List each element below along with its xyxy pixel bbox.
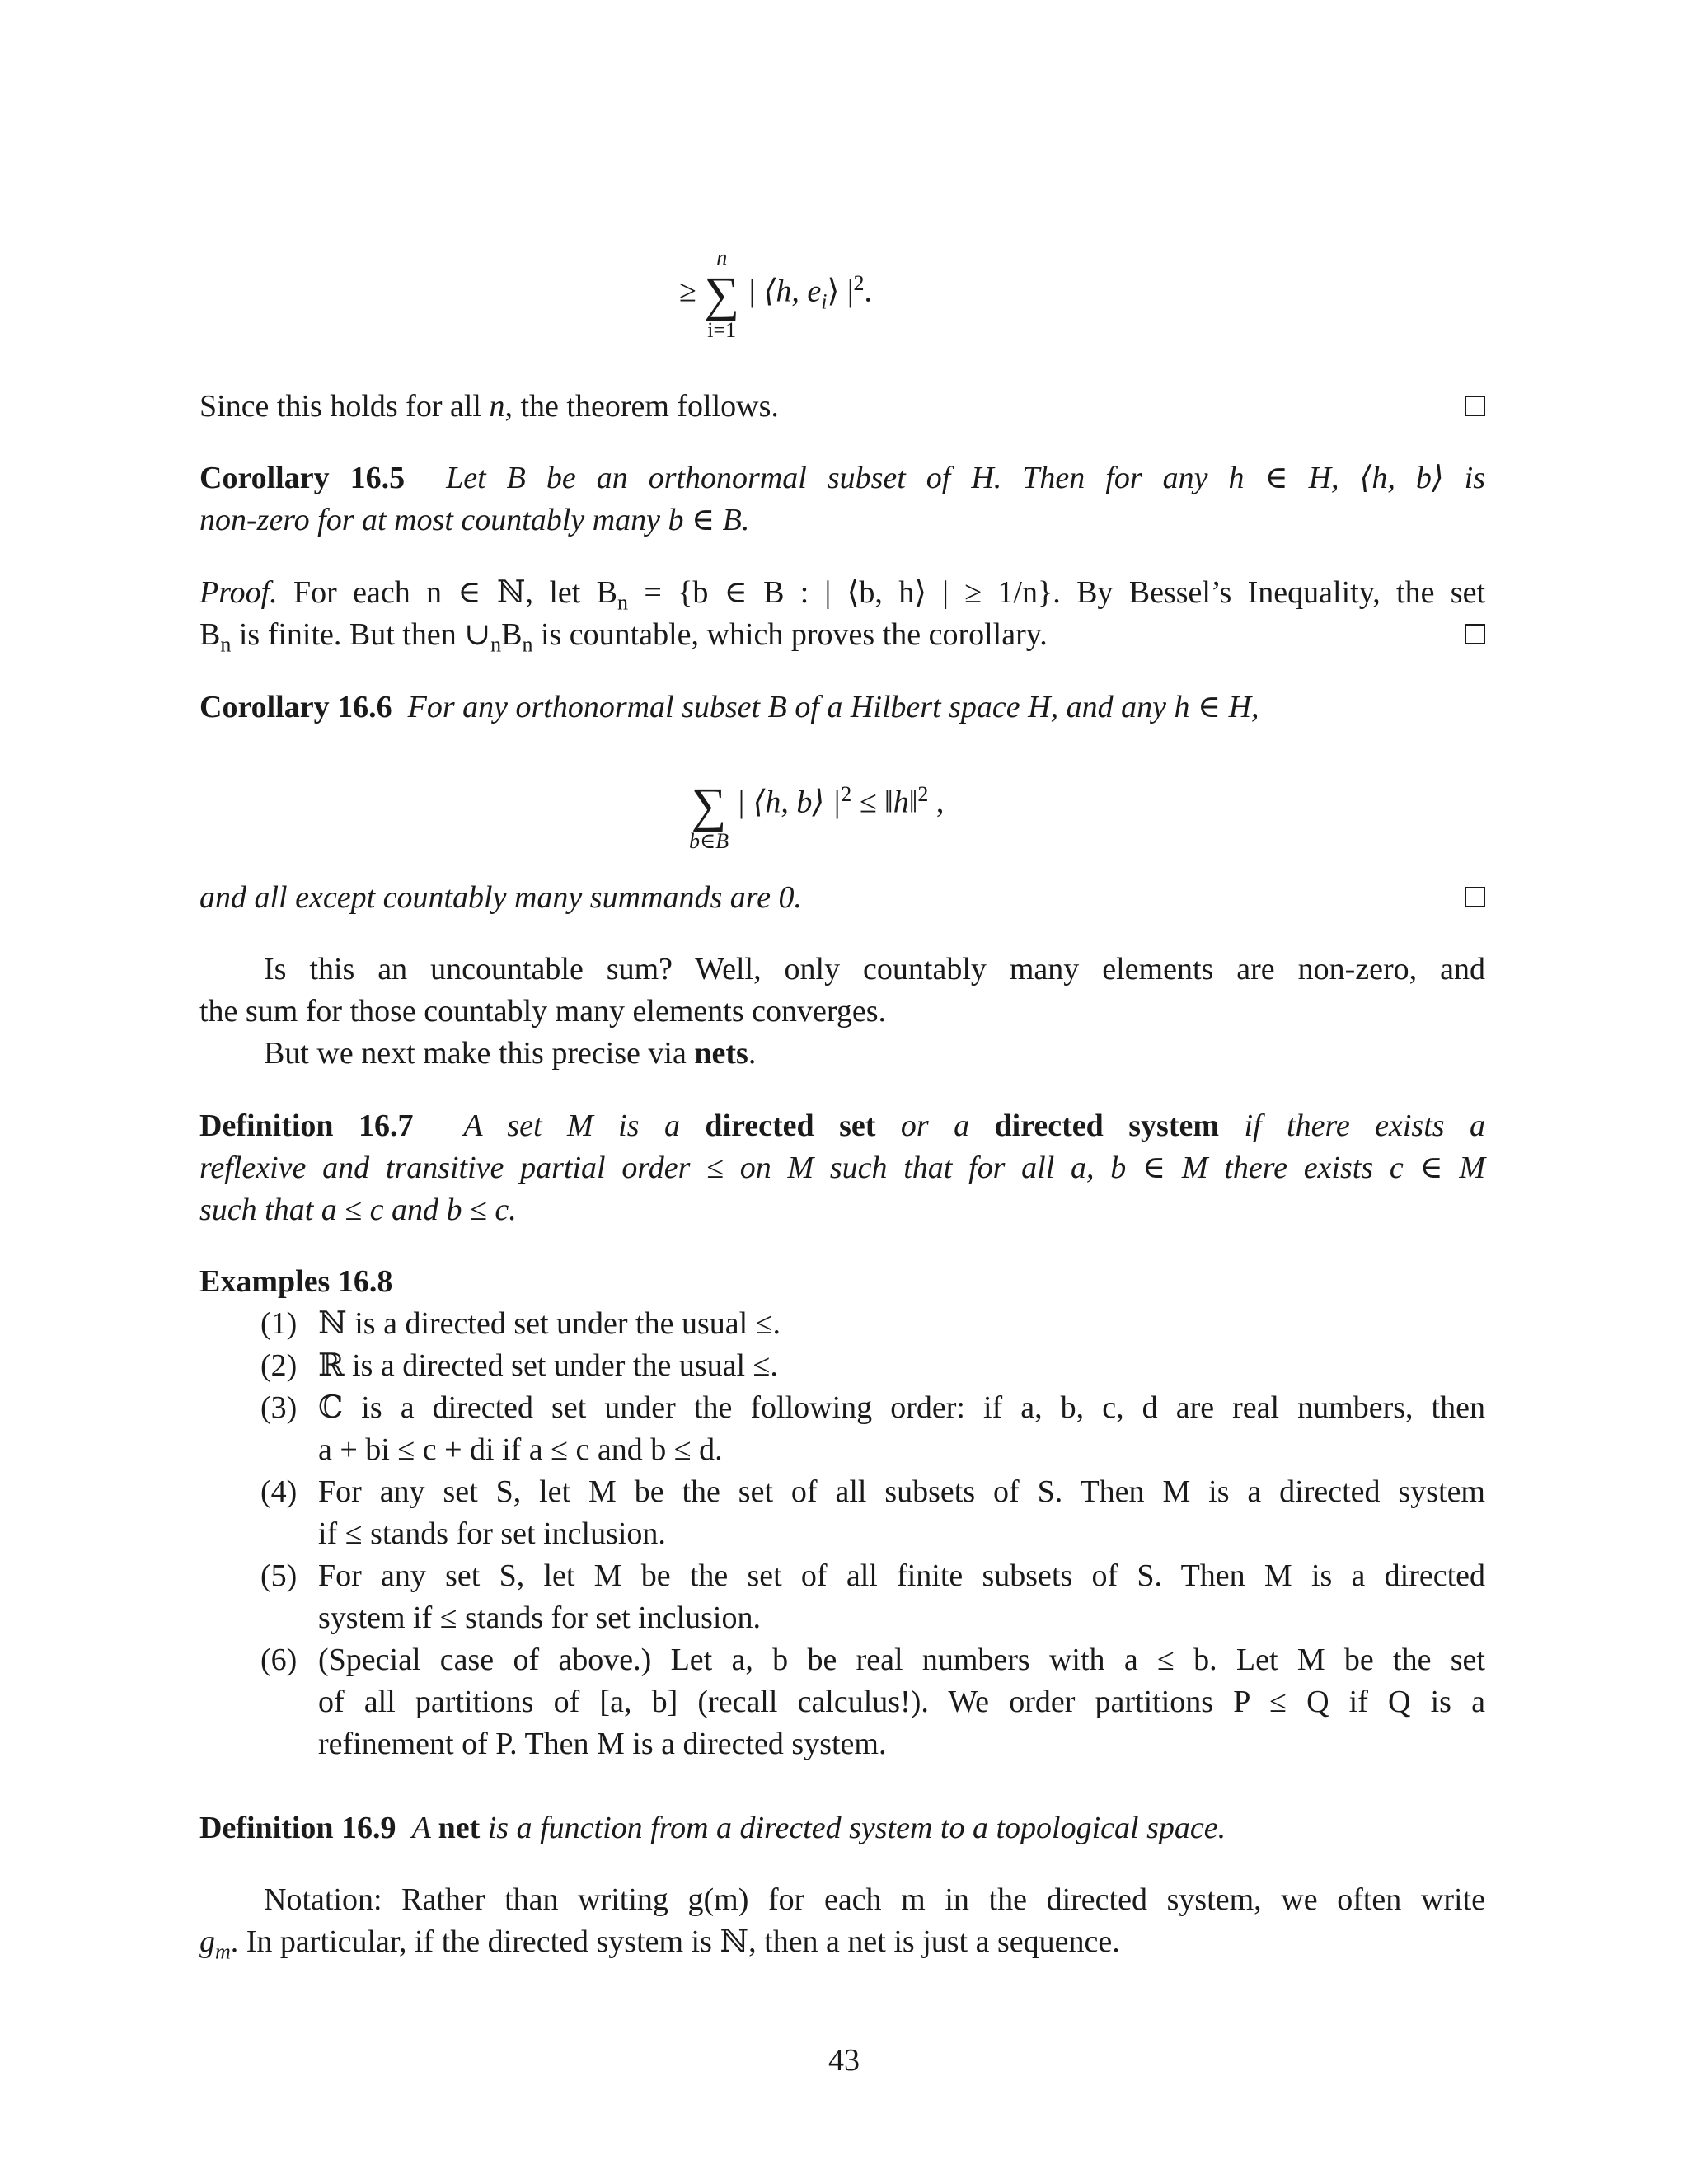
list-item-line: of all partitions of [a, b] (recall calculus!). We order partitions P ≤ Q if Q is a (318, 1685, 1485, 1719)
para2-bold: nets (694, 1036, 748, 1071)
list-item (199, 1471, 1485, 1555)
list-item-line: For any set S, let M be the set of all subsets of S. Then M is a directed system (318, 1474, 1485, 1509)
list-item-number: (4) (260, 1474, 298, 1509)
list-item-line: if ≤ stands for set inclusion. (318, 1516, 666, 1551)
proof-l2-sub3: n (522, 632, 533, 657)
eq-mid: ≤ ‖h‖ (851, 785, 918, 820)
def-l1a: A set M is a (463, 1108, 706, 1143)
summation (704, 247, 739, 341)
proof-label: Proof. (199, 575, 278, 610)
since-var: n (489, 389, 505, 424)
corollary-16-6-after (199, 877, 1485, 919)
top-equation (679, 247, 1009, 341)
examples-label: Examples 16.8 (199, 1264, 393, 1299)
proof-line1-rest: = {b ∈ B : | ⟨b, h⟩ | ≥ 1/n}. By Bessel’s Inequality, the set (628, 575, 1486, 610)
eq-end: . (864, 274, 872, 309)
definition-16-7 (199, 1105, 1485, 1231)
list-item-number: (2) (260, 1348, 298, 1383)
list-item (199, 1639, 1485, 1765)
definition-16-9 (199, 1807, 1485, 1849)
def169-a: A (411, 1811, 438, 1845)
examples-list (199, 1303, 1485, 1765)
geq-symbol: ≥ (679, 274, 696, 309)
qed-box-icon (1465, 887, 1485, 907)
proof (199, 572, 1485, 656)
notation-sub: m (215, 1939, 231, 1964)
qed-box-icon (1465, 624, 1485, 644)
list-item (199, 1303, 1485, 1345)
corollary-after-text: and all except countably many summands are 0. (199, 880, 802, 915)
paragraph-uncountable (199, 949, 1485, 1075)
sigma-icon: ∑ (704, 267, 740, 321)
list-item-line: (Special case of above.) Let a, b be real numbers with a ≤ b. Let M be the set (318, 1643, 1485, 1677)
list-item-number: (1) (260, 1306, 298, 1341)
list-item-line: ℝ is a directed set under the usual ≤. (318, 1348, 778, 1383)
page-number: 43 (828, 2043, 860, 2078)
list-item-line: a + bi ≤ c + di if a ≤ c and b ≤ d. (318, 1432, 723, 1467)
proof-l2-sub2: n (490, 632, 502, 657)
sum-lower-limit: b∈B (689, 829, 729, 853)
list-item-line: For any set S, let M be the set of all finite subsets of S. Then M is a directed (318, 1558, 1485, 1593)
corollary-text-1: Let B be an orthonormal subset of H. Then for any h ∈ H, ⟨h, b⟩ is (446, 461, 1485, 495)
def-l1d: directed system (994, 1108, 1220, 1143)
def-l1b: directed set (705, 1108, 876, 1143)
proof-sub: n (617, 590, 628, 615)
sum-upper-limit: n (716, 246, 728, 269)
def169-c: is a function from a directed system to a topological space. (480, 1811, 1226, 1845)
proof-l2a: B (199, 617, 221, 652)
list-item (199, 1387, 1485, 1471)
notation-paragraph (199, 1879, 1485, 1963)
since-pre: Since this holds for all (199, 389, 490, 424)
eq-close: ⟩ | (827, 274, 854, 309)
para2-post: . (748, 1036, 757, 1071)
definition-label: Definition 16.7 (199, 1108, 414, 1143)
def169-b: net (438, 1811, 481, 1845)
proof-l2d: is countable, which proves the corollary. (532, 617, 1048, 652)
corollary-16-5 (199, 457, 1485, 541)
proof-l2-sub: n (220, 632, 232, 657)
def-line3: such that a ≤ c and b ≤ c. (199, 1193, 517, 1227)
proof-l2c: B (501, 617, 523, 652)
eq-power: 2 (853, 271, 865, 296)
sum-lower-limit: i=1 (707, 318, 737, 342)
eq-end: , (928, 785, 945, 820)
para1-line2: the sum for those countably many elements converges. (199, 994, 886, 1029)
corollary-label: Corollary 16.6 (199, 690, 392, 724)
since-post: , the theorem follows. (504, 389, 779, 424)
list-item-number: (6) (260, 1643, 298, 1677)
proof-l2b: is finite. But then ∪ (231, 617, 491, 652)
definition-label: Definition 16.9 (199, 1811, 396, 1845)
eq-power: 2 (841, 782, 852, 807)
eq-power-2: 2 (917, 782, 929, 807)
def-l1c: or a (875, 1108, 995, 1143)
notation-g: g (199, 1924, 215, 1959)
corollary-text-2: non-zero for at most countably many b ∈ B. (199, 503, 750, 537)
eq-body: | ⟨h, b⟩ | (736, 785, 842, 820)
def-l1e: if there exists a (1219, 1108, 1486, 1143)
para1-line1: Is this an uncountable sum? Well, only countably many elements are non-zero, and (264, 952, 1485, 987)
list-item-line: refinement of P. Then M is a directed system. (318, 1727, 887, 1761)
list-item-line: ℂ is a directed set under the following order: if a, b, c, d are real numbers, then (318, 1390, 1485, 1425)
sigma-icon: ∑ (691, 778, 727, 832)
bessel-equation (689, 758, 1101, 852)
list-item (199, 1345, 1485, 1387)
para2-pre: But we next make this precise via (264, 1036, 695, 1071)
eq-sub: i (821, 289, 828, 314)
corollary-16-6 (199, 687, 1485, 729)
notation-line1: Notation: Rather than writing g(m) for each m in the directed system, we often write (264, 1882, 1485, 1917)
list-item-line: ℕ is a directed set under the usual ≤. (318, 1306, 781, 1341)
corollary-label: Corollary 16.5 (199, 461, 406, 495)
def-line2: reflexive and transitive partial order ≤ on M such that for all a, b ∈ M there exists c ∈ M (199, 1151, 1485, 1185)
list-item-line: system if ≤ stands for set inclusion. (318, 1601, 761, 1635)
since-line (199, 386, 1485, 428)
qed-box-icon (1465, 396, 1485, 416)
examples-16-8 (199, 1261, 1485, 1765)
notation-line2: . In particular, if the directed system is ℕ, then a net is just a sequence. (230, 1924, 1120, 1959)
list-item (199, 1555, 1485, 1639)
eq-body: | ⟨h, e (747, 274, 822, 309)
list-item-number: (3) (260, 1390, 298, 1425)
list-item-number: (5) (260, 1558, 298, 1593)
summation (689, 758, 729, 852)
proof-line1: For each n ∈ ℕ, let B (293, 575, 617, 610)
corollary-text: For any orthonormal subset B of a Hilbert space H, and any h ∈ H, (407, 690, 1259, 724)
